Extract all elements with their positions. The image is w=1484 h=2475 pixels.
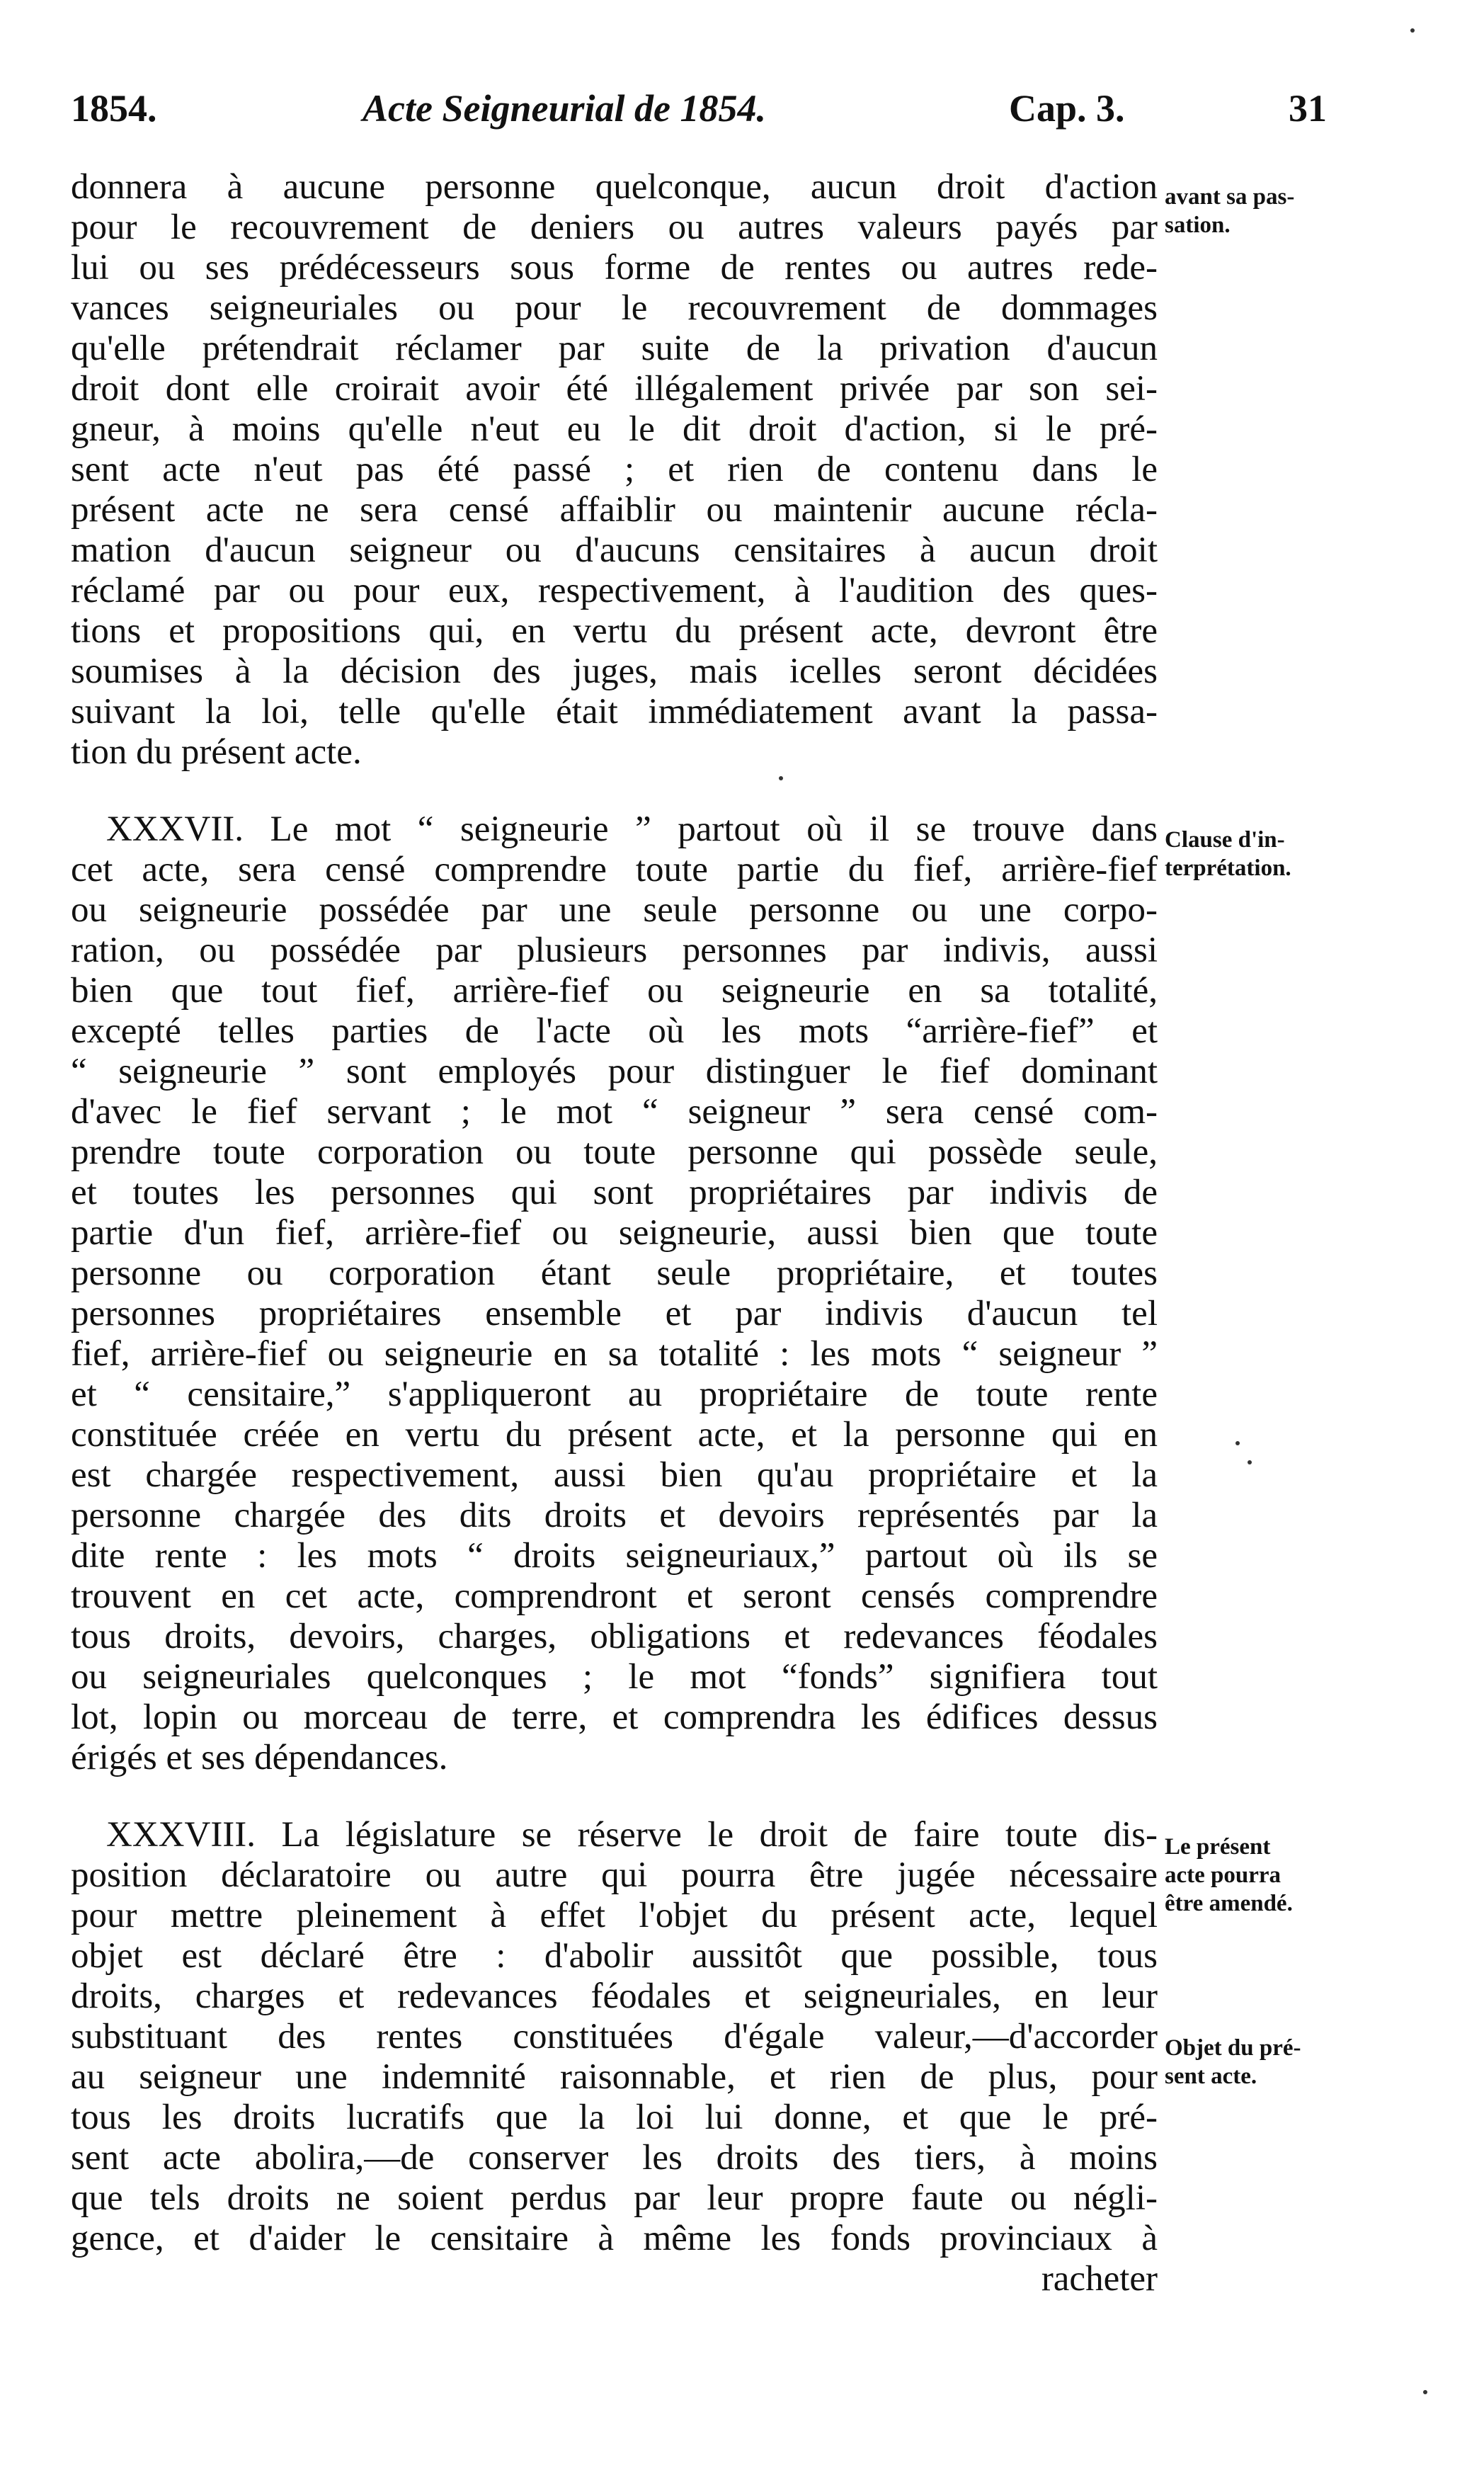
text-line: excepté telles parties de l'acte où les mots “arrière-fief” et bbox=[71, 1011, 1158, 1051]
marginal-note-line: être amendé. bbox=[1165, 1891, 1293, 1916]
text-line: prendre toute corporation ou toute personne qui possède seule, bbox=[71, 1132, 1158, 1172]
text-line: lui ou ses prédécesseurs sous forme de rentes ou autres rede- bbox=[71, 248, 1158, 288]
text-line: droit dont elle croirait avoir été illégalement privée par son sei- bbox=[71, 369, 1158, 409]
page-number: 31 bbox=[1289, 87, 1327, 130]
text-line: bien que tout fief, arrière-fief ou seigneurie en sa totalité, bbox=[71, 971, 1158, 1011]
marginal-note-interpretation bbox=[1165, 826, 1291, 882]
text-line: soumises à la décision des juges, mais icelles seront décidées bbox=[71, 652, 1158, 691]
header-chapter: Cap. 3. bbox=[1009, 87, 1125, 130]
text-line: que tels droits ne soient perdus par leur propre faute ou négli- bbox=[71, 2178, 1158, 2218]
text-line: gneur, à moins qu'elle n'eut eu le dit droit d'action, si le pré- bbox=[71, 409, 1158, 449]
scan-speck bbox=[1235, 1441, 1240, 1445]
section-heading-line: XXXVII. Le mot “ seigneurie ” partout où il se trouve dans bbox=[106, 809, 1158, 849]
section-xxxvii bbox=[71, 809, 1158, 1778]
scan-speck bbox=[1423, 2390, 1427, 2394]
scan-speck bbox=[1248, 1460, 1252, 1464]
text-line: tous les droits lucratifs que la loi lui donne, et que le pré- bbox=[71, 2098, 1158, 2137]
catchword: racheter bbox=[1041, 2259, 1158, 2299]
header-title: Acte Seigneurial de 1854. bbox=[363, 87, 766, 130]
text-line: personne ou corporation étant seule propriétaire, et toutes bbox=[71, 1253, 1158, 1293]
text-line: ration, ou possédée par plusieurs personnes par indivis, aussi bbox=[71, 931, 1158, 970]
marginal-note-line: Le présent bbox=[1165, 1834, 1271, 1860]
text-line: d'avec le fief servant ; le mot “ seigneur ” sera censé com- bbox=[71, 1092, 1158, 1132]
text-line: objet est déclaré être : d'abolir aussitôt que possible, tous bbox=[71, 1936, 1158, 1976]
text-line: substituant des rentes constituées d'égale valeur,—d'accorder bbox=[71, 2017, 1158, 2056]
text-line: personnes propriétaires ensemble et par indivis d'aucun tel bbox=[71, 1294, 1158, 1333]
text-line: sent acte n'eut pas été passé ; et rien de contenu dans le bbox=[71, 450, 1158, 489]
text-line: lot, lopin ou morceau de terre, et comprendra les édifices dessus bbox=[71, 1697, 1158, 1737]
running-head bbox=[71, 84, 1409, 147]
text-line: partie d'un fief, arrière-fief ou seigneurie, aussi bien que toute bbox=[71, 1213, 1158, 1253]
section-heading-line: XXXVIII. La législature se réserve le droit de faire toute dis- bbox=[106, 1815, 1158, 1855]
marginal-note-objet bbox=[1165, 2034, 1301, 2090]
text-line: au seigneur une indemnité raisonnable, et rien de plus, pour bbox=[71, 2057, 1158, 2097]
text-line: présent acte ne sera censé affaiblir ou maintenir aucune récla- bbox=[71, 490, 1158, 530]
text-line: et “ censitaire,” s'appliqueront au propriétaire de toute rente bbox=[71, 1375, 1158, 1414]
text-line: ou seigneurie possédée par une seule personne ou une corpo- bbox=[71, 890, 1158, 930]
text-line: érigés et ses dépendances. bbox=[71, 1738, 448, 1777]
marginal-note-line: terprétation. bbox=[1165, 855, 1291, 881]
marginal-note-line: sent acte. bbox=[1165, 2064, 1257, 2089]
text-line: fief, arrière-fief ou seigneurie en sa totalité : les mots “ seigneur ” bbox=[71, 1334, 1158, 1374]
text-line: qu'elle prétendrait réclamer par suite de la privation d'aucun bbox=[71, 329, 1158, 368]
text-line: donnera à aucune personne quelconque, aucun droit d'action bbox=[71, 167, 1158, 207]
text-line: constituée créée en vertu du présent acte, et la personne qui en bbox=[71, 1415, 1158, 1455]
marginal-note-passation bbox=[1165, 183, 1294, 239]
paragraph-continuation bbox=[71, 167, 1158, 773]
scan-speck bbox=[779, 776, 783, 780]
marginal-note-line: avant sa pas- bbox=[1165, 184, 1295, 210]
section-xxxviii bbox=[71, 1815, 1158, 2299]
text-line: est chargée respectivement, aussi bien qu'au propriétaire et la bbox=[71, 1455, 1158, 1495]
marginal-note-line: sation. bbox=[1165, 212, 1231, 238]
text-line: ou seigneuriales quelconques ; le mot “fonds” signifiera tout bbox=[71, 1657, 1158, 1697]
text-line: dite rente : les mots “ droits seigneuriaux,” partout où ils se bbox=[71, 1536, 1158, 1576]
text-line: mation d'aucun seigneur ou d'aucuns censitaires à aucun droit bbox=[71, 530, 1158, 570]
text-line: sent acte abolira,—de conserver les droits des tiers, à moins bbox=[71, 2138, 1158, 2178]
text-line: réclamé par ou pour eux, respectivement, à l'audition des ques- bbox=[71, 571, 1158, 610]
text-line: gence, et d'aider le censitaire à même les fonds provinciaux à bbox=[71, 2219, 1158, 2258]
text-line: pour le recouvrement de deniers ou autres valeurs payés par bbox=[71, 207, 1158, 247]
marginal-note-amendement bbox=[1165, 1833, 1293, 1918]
text-line: pour mettre pleinement à effet l'objet du présent acte, lequel bbox=[71, 1896, 1158, 1935]
scan-speck bbox=[1410, 28, 1415, 33]
marginal-note-line: Objet du pré- bbox=[1165, 2035, 1301, 2061]
marginal-note-line: Clause d'in- bbox=[1165, 827, 1285, 853]
text-line: cet acte, sera censé comprendre toute partie du fief, arrière-fief bbox=[71, 850, 1158, 889]
text-line: personne chargée des dits droits et devoirs représentés par la bbox=[71, 1496, 1158, 1535]
text-line: “ seigneurie ” sont employés pour distinguer le fief dominant bbox=[71, 1052, 1158, 1091]
text-line: droits, charges et redevances féodales et seigneuriales, en leur bbox=[71, 1976, 1158, 2016]
text-line: position déclaratoire ou autre qui pourra être jugée nécessaire bbox=[71, 1855, 1158, 1895]
text-line: vances seigneuriales ou pour le recouvrement de dommages bbox=[71, 288, 1158, 328]
text-line: tion du présent acte. bbox=[71, 732, 362, 772]
header-year: 1854. bbox=[71, 87, 157, 130]
text-line: suivant la loi, telle qu'elle était immédiatement avant la passa- bbox=[71, 692, 1158, 732]
marginal-note-line: acte pourra bbox=[1165, 1862, 1282, 1888]
text-line: et toutes les personnes qui sont propriétaires par indivis de bbox=[71, 1173, 1158, 1212]
text-line: tions et propositions qui, en vertu du présent acte, devront être bbox=[71, 611, 1158, 651]
text-line: tous droits, devoirs, charges, obligations et redevances féodales bbox=[71, 1617, 1158, 1656]
text-line: trouvent en cet acte, comprendront et seront censés comprendre bbox=[71, 1576, 1158, 1616]
